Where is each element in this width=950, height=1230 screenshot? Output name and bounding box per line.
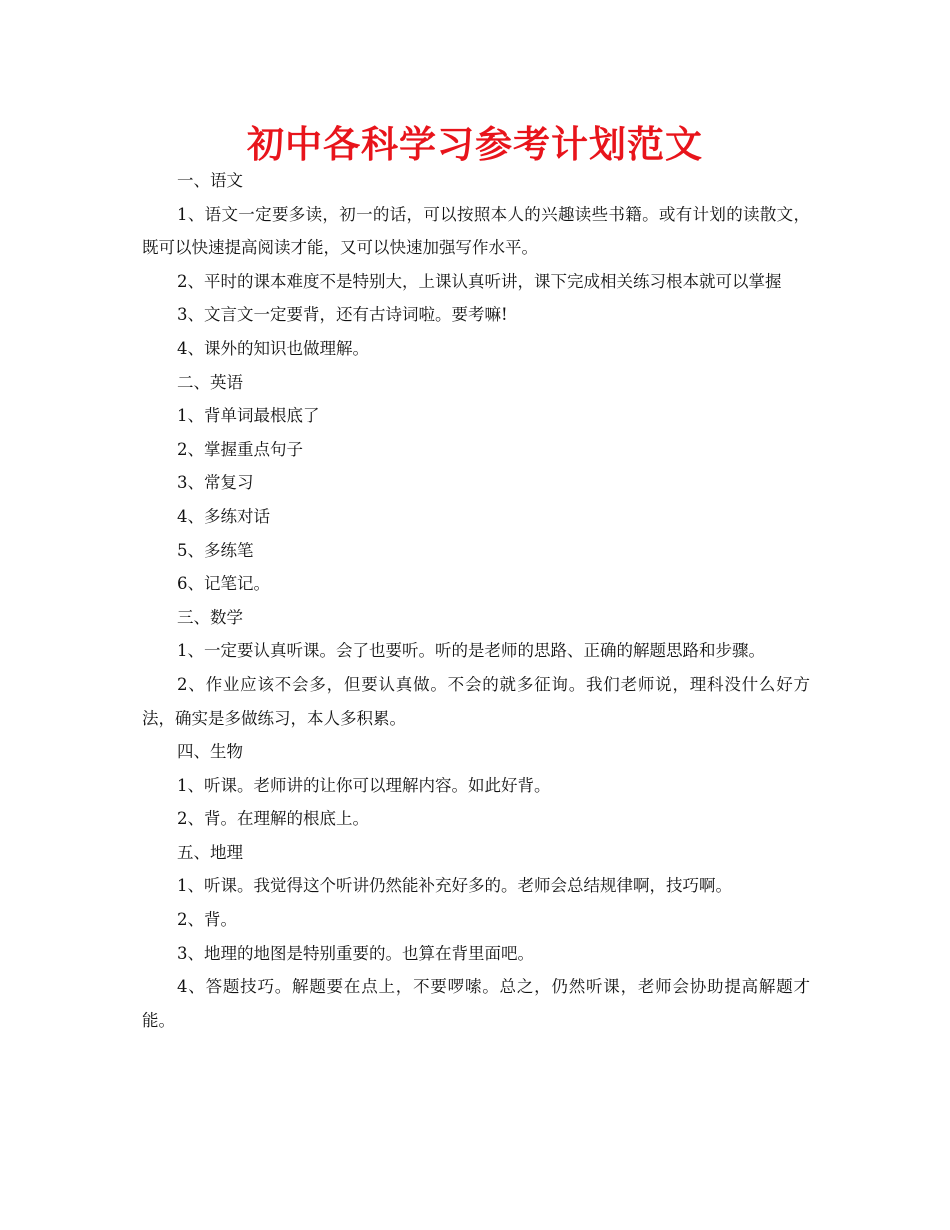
paragraph: 4、答题技巧。解题要在点上，不要啰嗦。总之，仍然听课，老师会协助提高解题才能。 (142, 977, 810, 1030)
section-heading-english: 二、英语 (177, 372, 243, 392)
paragraph: 2、作业应该不会多，但要认真做。不会的就多征询。我们老师说，理科没什么好方法，确实是多做练习，本人多积累。 (142, 674, 810, 728)
section-heading-geography: 五、地理 (177, 842, 243, 862)
paragraph: 3、文言文一定要背，还有古诗词啦。要考嘛! (177, 305, 508, 325)
paragraph: 2、背。 (177, 910, 237, 930)
paragraph: 5、多练笔 (177, 540, 254, 560)
paragraph: 2、背。在理解的根底上。 (177, 809, 369, 829)
paragraph: 1、听课。我觉得这个听讲仍然能补充好多的。老师会总结规律啊，技巧啊。 (177, 876, 732, 896)
document-title: 初中各科学习参考计划范文 (247, 123, 703, 166)
section-heading-chinese: 一、语文 (177, 171, 243, 190)
paragraph: 1、语文一定要多读，初一的话，可以按照本人的兴趣读些书籍。或有计划的读散文，既可以快速提高阅读才能，又可以快速加强写作水平。 (142, 204, 810, 258)
paragraph: 2、平时的课本难度不是特别大，上课认真听讲，课下完成相关练习根本就可以掌握 (177, 271, 782, 291)
paragraph: 3、地理的地图是特别重要的。也算在背里面吧。 (177, 943, 534, 963)
document-body (142, 164, 810, 1037)
paragraph: 4、课外的知识也做理解。 (177, 338, 369, 358)
paragraph: 1、背单词最根底了 (177, 406, 320, 426)
paragraph: 1、一定要认真听课。会了也要听。听的是老师的思路、正确的解题思路和步骤。 (177, 641, 765, 661)
paragraph: 3、常复习 (177, 473, 254, 493)
paragraph: 2、掌握重点句子 (177, 439, 303, 459)
paragraph: 6、记笔记。 (177, 574, 270, 594)
section-heading-math: 三、数学 (177, 607, 243, 627)
section-heading-biology: 四、生物 (177, 742, 243, 762)
paragraph: 1、听课。老师讲的让你可以理解内容。如此好背。 (177, 775, 551, 795)
paragraph: 4、多练对话 (177, 506, 270, 526)
